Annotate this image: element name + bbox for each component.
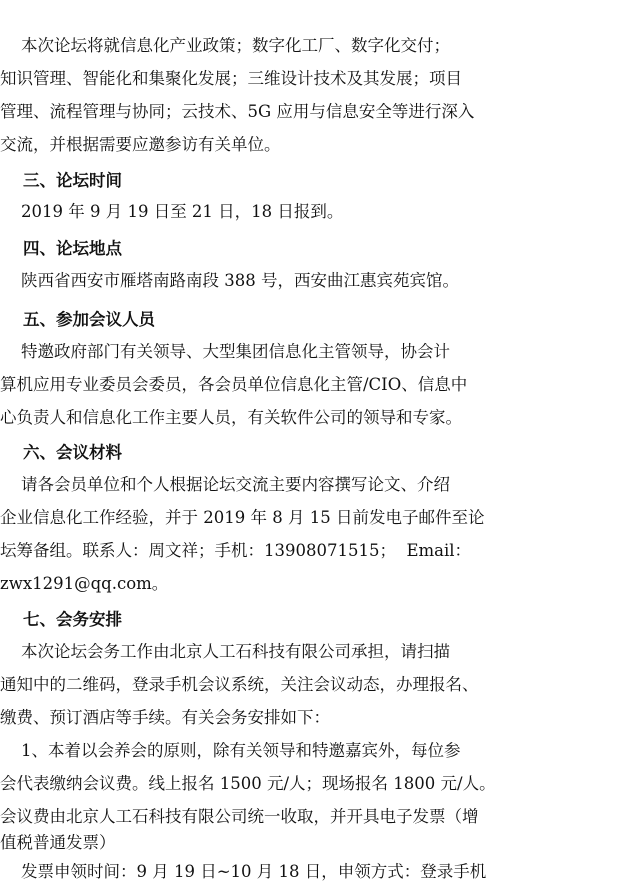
section-heading-attendees: 五、参加会议人员 <box>0 310 155 329</box>
section-heading-time: 三、论坛时间 <box>0 171 122 190</box>
section-logistics-invoice-line-1: 发票申领时间：9 月 19 日~10 月 18 日，申领方式：登录手机 <box>0 862 487 881</box>
section-logistics-line-3: 缴费、预订酒店等手续。有关会务安排如下： <box>0 708 330 727</box>
section-location-line-1: 陕西省西安市雁塔南路南段 388 号，西安曲江惠宾苑宾馆。 <box>0 271 459 290</box>
section-heading-location: 四、论坛地点 <box>0 239 122 258</box>
section-logistics-line-1: 本次论坛会务工作由北京人工石科技有限公司承担，请扫描 <box>0 642 450 661</box>
section-materials-line-1: 请各会员单位和个人根据论坛交流主要内容撰写论文、介绍 <box>0 475 450 494</box>
section-logistics-item1-line-1: 1、本着以会养会的原则，除有关领导和特邀嘉宾外，每位参 <box>0 741 461 760</box>
intro-line-1: 本次论坛将就信息化产业政策；数字化工厂、数字化交付； <box>0 36 450 55</box>
section-logistics-line-2: 通知中的二维码，登录手机会议系统，关注会议动态，办理报名、 <box>0 675 479 694</box>
section-materials-line-2: 企业信息化工作经验，并于 2019 年 8 月 15 日前发电子邮件至论 <box>0 508 485 527</box>
section-heading-logistics: 七、会务安排 <box>0 610 122 629</box>
section-attendees-line-1: 特邀政府部门有关领导、大型集团信息化主管领导，协会计 <box>0 342 450 361</box>
section-attendees-line-3: 心负责人和信息化工作主要人员，有关软件公司的领导和专家。 <box>0 408 462 427</box>
section-time-line-1: 2019 年 9 月 19 日至 21 日，18 日报到。 <box>0 202 344 221</box>
intro-line-4: 交流，并根据需要应邀参访有关单位。 <box>0 135 281 154</box>
intro-line-2: 知识管理、智能化和集聚化发展；三维设计技术及其发展；项目 <box>0 69 462 88</box>
section-materials-line-4: zwx1291@qq.com。 <box>0 574 169 593</box>
section-logistics-item1-line-3: 会议费由北京人工石科技有限公司统一收取，并开具电子发票（增 <box>0 807 479 826</box>
section-logistics-item1-line-4: 值税普通发票） <box>0 833 116 852</box>
intro-line-3: 管理、流程管理与协同；云技术、5G 应用与信息安全等进行深入 <box>0 102 475 121</box>
section-heading-materials: 六、会议材料 <box>0 443 122 462</box>
section-logistics-item1-line-2: 会代表缴纳会议费。线上报名 1500 元/人；现场报名 1800 元/人。 <box>0 774 496 793</box>
section-materials-line-3: 坛筹备组。联系人：周文祥；手机：13908071515； Email： <box>0 541 472 560</box>
section-attendees-line-2: 算机应用专业委员会委员，各会员单位信息化主管/CIO、信息中 <box>0 375 468 394</box>
